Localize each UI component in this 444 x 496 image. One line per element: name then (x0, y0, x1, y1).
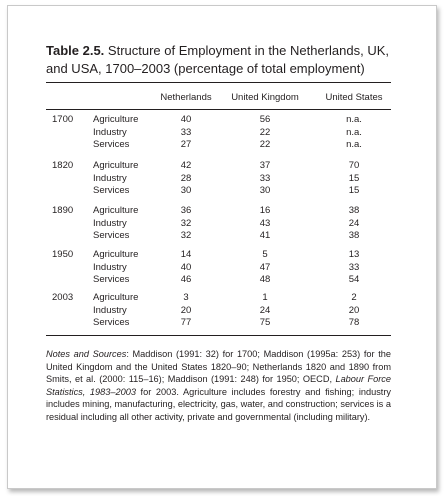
cell-united-states: 15 (348, 185, 360, 197)
table-row (46, 249, 391, 262)
sector-label: Agriculture (93, 249, 139, 260)
bottom-rule (46, 335, 391, 336)
cell-netherlands: 40 (180, 114, 192, 125)
table-title: Structure of Employment in the Netherlands, UK, and USA, 1700–2003 (percentage of total employment) (46, 43, 389, 76)
table-row (46, 114, 391, 127)
year-block (46, 205, 391, 243)
cell-united-kingdom: 33 (259, 172, 271, 184)
year-label: 1890 (52, 205, 74, 216)
table-caption (46, 42, 396, 78)
cell-united-kingdom: 22 (259, 126, 271, 138)
cell-netherlands: 28 (180, 172, 192, 184)
table-row (46, 262, 391, 275)
column-header-united-kingdom: United Kingdom (231, 92, 299, 103)
cell-united-kingdom: 30 (259, 185, 271, 197)
table-row (46, 218, 391, 231)
column-header-united-states: United States (325, 92, 383, 103)
table-row (46, 160, 391, 173)
cell-netherlands: 32 (180, 217, 192, 229)
cell-united-states: n.a. (346, 114, 362, 125)
notes-and-sources (46, 348, 391, 424)
year-label: 2003 (52, 292, 74, 303)
cell-netherlands: 32 (180, 230, 192, 242)
cell-united-states: 38 (348, 230, 360, 242)
cell-united-kingdom: 47 (259, 261, 271, 273)
year-label: 1700 (52, 114, 74, 125)
cell-netherlands: 20 (180, 304, 192, 316)
year-block (46, 160, 391, 198)
cell-united-states: 33 (348, 261, 360, 273)
cell-united-kingdom: 16 (259, 205, 271, 216)
cell-united-states: n.a. (346, 126, 362, 138)
table-row (46, 274, 391, 287)
cell-united-states: 2 (351, 292, 357, 303)
cell-united-kingdom: 56 (259, 114, 271, 125)
cell-united-states: 78 (348, 317, 360, 329)
cell-netherlands: 77 (180, 317, 192, 329)
cell-united-kingdom: 22 (259, 139, 271, 151)
sector-label: Industry (93, 304, 127, 316)
cell-united-kingdom: 48 (259, 274, 271, 286)
sector-label: Services (93, 139, 130, 151)
table-row (46, 127, 391, 140)
cell-united-states: 20 (348, 304, 360, 316)
cell-netherlands: 40 (180, 261, 192, 273)
year-block (46, 114, 391, 152)
cell-united-kingdom: 24 (259, 304, 271, 316)
table-row (46, 305, 391, 318)
sector-label: Industry (93, 172, 127, 184)
cell-united-states: 13 (348, 249, 360, 260)
cell-united-kingdom: 5 (262, 249, 268, 260)
sector-label: Agriculture (93, 114, 139, 125)
table-row (46, 185, 391, 198)
sector-label: Industry (93, 126, 127, 138)
sector-label: Agriculture (93, 292, 139, 303)
table-row (46, 292, 391, 305)
cell-united-kingdom: 1 (262, 292, 268, 303)
cell-united-states: 24 (348, 217, 360, 229)
cell-netherlands: 36 (180, 205, 192, 216)
cell-united-states: 54 (348, 274, 360, 286)
sector-label: Services (93, 230, 130, 242)
cell-united-kingdom: 43 (259, 217, 271, 229)
cell-united-kingdom: 37 (259, 160, 271, 171)
notes-text-part1: : Maddison (1991: 32) for 1700; Maddison (1995a: 253) for the United Kingdom and the United States 1820–90; Netherlands 1820 and 1890 from Smits, et al. (2000: 115–16); Maddison (1991: 248) for 1950; OECD, (46, 349, 391, 385)
cell-united-kingdom: 41 (259, 230, 271, 242)
cell-netherlands: 14 (180, 249, 192, 260)
cell-netherlands: 33 (180, 126, 192, 138)
cell-united-states: n.a. (346, 139, 362, 151)
header-rule (46, 109, 391, 110)
sector-label: Industry (93, 217, 127, 229)
top-rule (46, 82, 391, 83)
year-block (46, 292, 391, 330)
sector-label: Services (93, 317, 130, 329)
year-block (46, 249, 391, 287)
cell-netherlands: 27 (180, 139, 192, 151)
cell-netherlands: 42 (180, 160, 192, 171)
table-row (46, 139, 391, 152)
cell-netherlands: 3 (183, 292, 189, 303)
cell-united-states: 70 (348, 160, 360, 171)
cell-united-states: 15 (348, 172, 360, 184)
cell-united-states: 38 (348, 205, 360, 216)
sector-label: Services (93, 185, 130, 197)
sector-label: Agriculture (93, 205, 139, 216)
notes-label: Notes and Sources (46, 349, 127, 359)
table-row (46, 230, 391, 243)
notes-italic-source: Labour Force Statistics, 1983–2003 (46, 374, 391, 397)
sector-label: Industry (93, 261, 127, 273)
cell-netherlands: 46 (180, 274, 192, 286)
column-header-netherlands: Netherlands (160, 92, 212, 103)
year-label: 1820 (52, 160, 74, 171)
cell-netherlands: 30 (180, 185, 192, 197)
table-row (46, 317, 391, 330)
notes-text-part2: for 2003. Agriculture includes forestry and fishing; industry includes mining, manufacturing, electricity, gas, water, and construction; services is a residual including all other activity, private and governmental (including military). (46, 386, 391, 422)
table-row (46, 173, 391, 186)
sector-label: Agriculture (93, 160, 139, 171)
sector-label: Services (93, 274, 130, 286)
table-number: Table 2.5. (46, 43, 105, 58)
year-label: 1950 (52, 249, 74, 260)
table-row (46, 205, 391, 218)
cell-united-kingdom: 75 (259, 317, 271, 329)
